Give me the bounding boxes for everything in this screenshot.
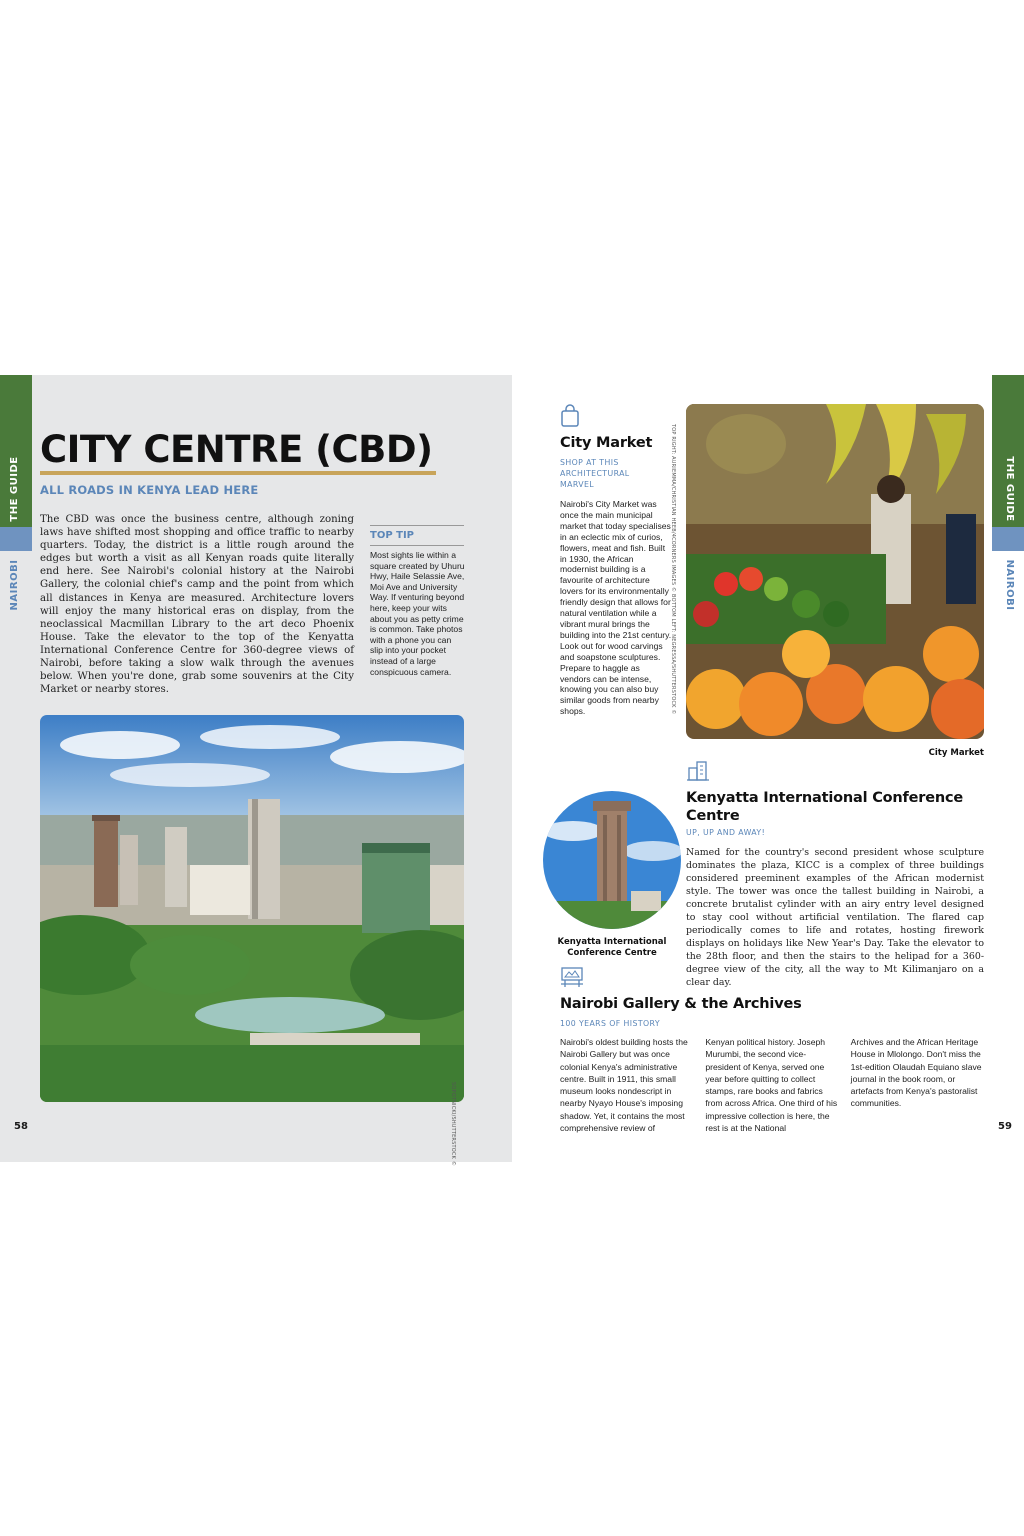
page-number-left: 58 — [14, 1121, 28, 1132]
photo-credit-left: SOPOTNICKI/SHUTTERSTOCK © — [450, 1082, 456, 1167]
city-market-caption: City Market — [928, 748, 984, 758]
city-tab-right — [992, 527, 1024, 551]
title-underline — [40, 471, 436, 475]
page-subtitle: ALL ROADS IN KENYA LEAD HERE — [40, 483, 259, 497]
city-market-title: City Market — [560, 435, 653, 451]
tip-divider — [370, 545, 464, 546]
nairobi-skyline-photo — [40, 715, 464, 1102]
top-tip-heading: TOP TIP — [370, 530, 415, 541]
gallery-text-columns — [560, 1036, 984, 1134]
city-tab-left — [0, 527, 32, 551]
photo-credit-right: TOP RIGHT: AURIEMMA/CHRISTIAN HEEB/4CORNERS IMAGES © BOTTOM LEFT: NEGRESSA/SHUTTERSTOCK © — [670, 424, 676, 715]
city-market-photo — [686, 404, 984, 739]
museum-icon — [560, 966, 584, 993]
intro-paragraph: The CBD was once the business centre, although zoning laws have shifted most shopping and office traffic to nearby quarters. Today, the district is a little rough around the edges but worth a visit as all Kenyan roads quite literally end here. See Nairobi's colonial history at the Nairobi Gallery, the colonial chief's camp and the point from which all distances in Kenya are measured. Architecture lovers will enjoy the many historical eras on display, from the neoclassical Macmillan Library to the art deco Phoenix House. Take the elevator to the top of the Kenyatta International Conference Centre for 360-degree views of Nairobi, before taking a slow walk through the avenues below. When you're done, grab some souvenirs at the City Market or nearby stores. — [40, 514, 354, 696]
kicc-subtitle: UP, UP AND AWAY! — [686, 828, 766, 837]
gallery-text-col3: Archives and the African Heritage House in Mlolongo. Don't miss the 1st-edition Olaudah Equiano slave journal in the book room, or artefacts from Kenya's pastoralist communities. — [850, 1037, 982, 1109]
kicc-text: Named for the country's second president whose sculpture dominates the plaza, KICC is a complex of three buildings considered preeminent examples of the African modernist style. The tower was once the tallest building in Nairobi, a concrete brutalist cylinder with an airy entry level designed to stay cool without artificial ventilation. The flared cap periodically comes to life and rotates, hosting firework displays on holidays like New Year's Day. Take the elevator to the 28th floor, and then the stairs to the helipad for a 360-degree view of the city, all the way to Mt Kilimanjaro on a clear day. — [686, 847, 984, 988]
city-tab-left-label: NAIROBI — [9, 559, 20, 611]
gallery-text-col2: Kenyan political history. Joseph Murumbi, the second vice-president of Kenya, served one year before quitting to collect stamps, rare books and fabrics from across Africa. One third of his impressive collection is here, the rest is at the National — [705, 1037, 838, 1134]
city-market-subtitle: SHOP AT THIS ARCHITECTURAL MARVEL — [560, 458, 630, 489]
city-tab-right-label: NAIROBI — [1004, 559, 1015, 611]
tip-divider-top — [370, 525, 464, 526]
kicc-title: Kenyatta International Conference Centre — [686, 790, 964, 824]
building-icon — [686, 758, 710, 787]
section-tab-right-label: THE GUIDE — [1004, 456, 1015, 522]
gallery-subtitle: 100 YEARS OF HISTORY — [560, 1019, 661, 1028]
page-title: CITY CENTRE (CBD) — [40, 428, 433, 471]
gallery-text-col1: Nairobi's oldest building hosts the Nairobi Gallery but was once colonial Kenya's administrative centre. Built in 1911, this small museum looks nondescript in nearby Nyayo House's imposing shadow. Yet, it contains the most comprehensive review of — [560, 1037, 688, 1134]
kicc-caption: Kenyatta International Conference Centre — [557, 937, 667, 958]
city-market-text: Nairobi's City Market was once the main municipal market that today specialises in an eclectic mix of curios, flowers, meat and fish. Built in 1930, the African modernist building is a favourite of architecture lovers for its environmentally friendly design that allows for natural ventilation while a vibrant mural brings the building into the 21st century. Look out for wood carvings and soapstone sculptures. Prepare to haggle as vendors can be intense, knowing you can also buy similar goods from nearby shops. — [560, 499, 672, 717]
gallery-title: Nairobi Gallery & the Archives — [560, 996, 802, 1012]
page-number-right: 59 — [998, 1121, 1012, 1132]
kicc-photo — [543, 791, 681, 929]
top-tip-text: Most sights lie within a square created by Uhuru Hwy, Haile Selassie Ave, Moi Ave and University Way. If venturing beyond here, keep your wits about you as petty crime is common. Take photos with a phone you can slip into your pocket instead of a large conspicuous camera. — [370, 550, 465, 677]
shopping-bag-icon — [560, 404, 580, 433]
section-tab-left-label: THE GUIDE — [9, 456, 20, 522]
